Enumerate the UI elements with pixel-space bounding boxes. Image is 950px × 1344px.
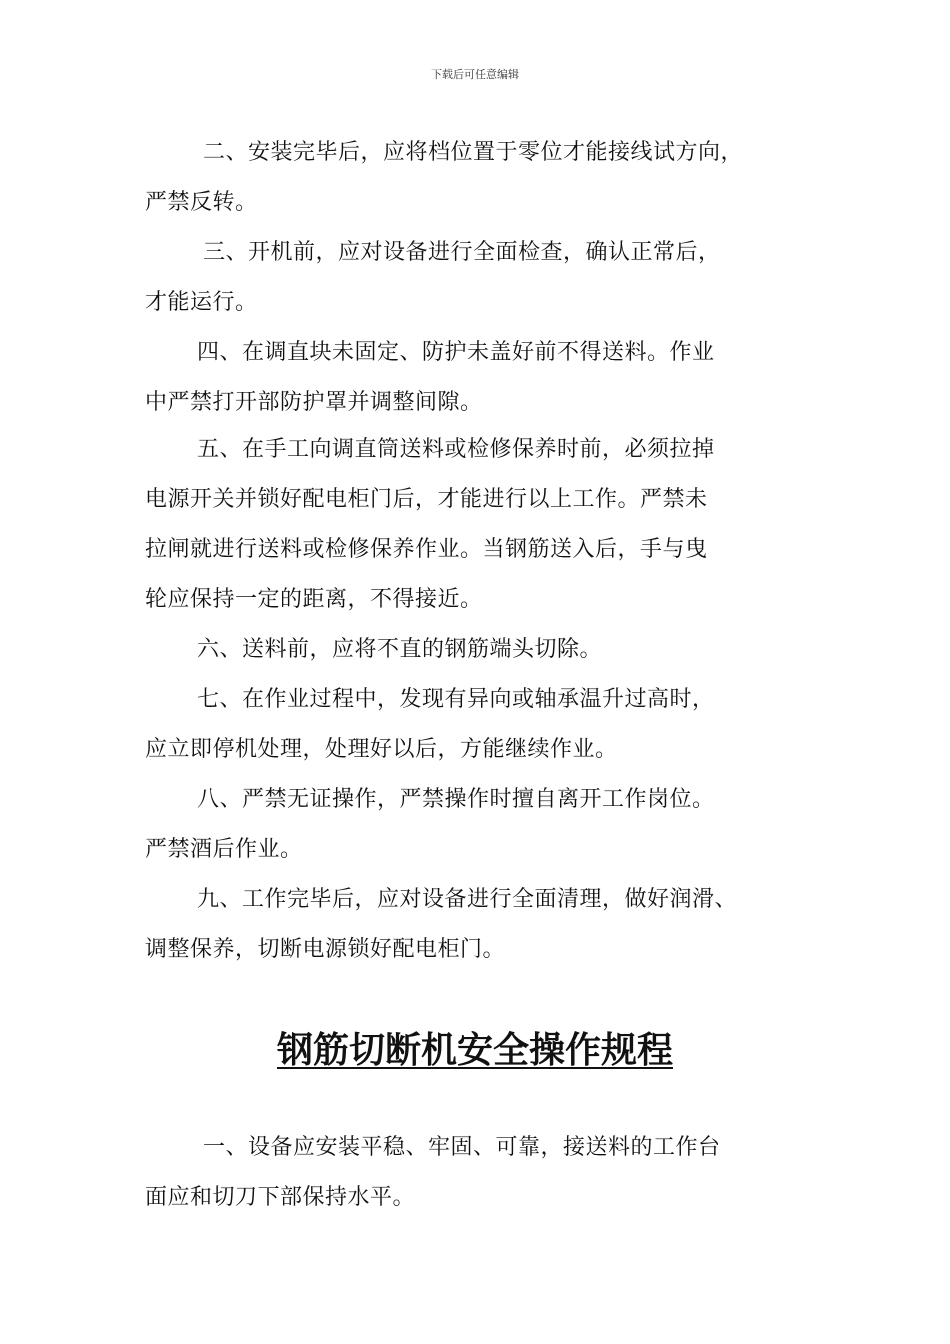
paragraph-line: 中严禁打开部防护罩并调整间隙。 [145, 390, 483, 415]
paragraph-line: 九、工作完毕后，应对设备进行全面清理，做好润滑、 [197, 887, 738, 912]
paragraph-line: 七、在作业过程中，发现有异向或轴承温升过高时， [197, 687, 715, 712]
paragraph-line: 四、在调直块未固定、防护未盖好前不得送料。作业 [197, 340, 715, 365]
paragraph-line: 电源开关并锁好配电柜门后，才能进行以上工作。严禁未 [145, 487, 708, 512]
paragraph-line: 二、安装完毕后，应将档位置于零位才能接线试方向， [203, 140, 744, 165]
paragraph-line: 六、送料前，应将不直的钢筋端头切除。 [197, 637, 603, 662]
paragraph-line: 应立即停机处理，处理好以后，方能继续作业。 [145, 737, 618, 762]
section-title [0, 1022, 950, 1073]
paragraph-line: 三、开机前，应对设备进行全面检查，确认正常后， [203, 240, 721, 265]
paragraph-line: 严禁反转。 [145, 190, 258, 215]
paragraph-line: 调整保养，切断电源锁好配电柜门。 [145, 937, 506, 962]
paragraph-line: 轮应保持一定的距离，不得接近。 [145, 587, 483, 612]
paragraph-line: 八、严禁无证操作，严禁操作时擅自离开工作岗位。 [197, 787, 715, 812]
paragraph-line: 拉闸就进行送料或检修保养作业。当钢筋送入后，手与曳 [145, 537, 708, 562]
paragraph-line: 严禁酒后作业。 [145, 837, 303, 862]
section-title-text: 钢筋切断机安全操作规程 [276, 1030, 673, 1071]
paragraph-line: 面应和切刀下部保持水平。 [145, 1185, 416, 1210]
paragraph-line: 才能运行。 [145, 290, 258, 315]
paragraph-line: 五、在手工向调直筒送料或检修保养时前，必须拉掉 [197, 437, 715, 462]
page-header: 下载后可任意编辑 [431, 68, 519, 81]
paragraph-line: 一、设备应安装平稳、牢固、可靠，接送料的工作台 [203, 1135, 721, 1160]
